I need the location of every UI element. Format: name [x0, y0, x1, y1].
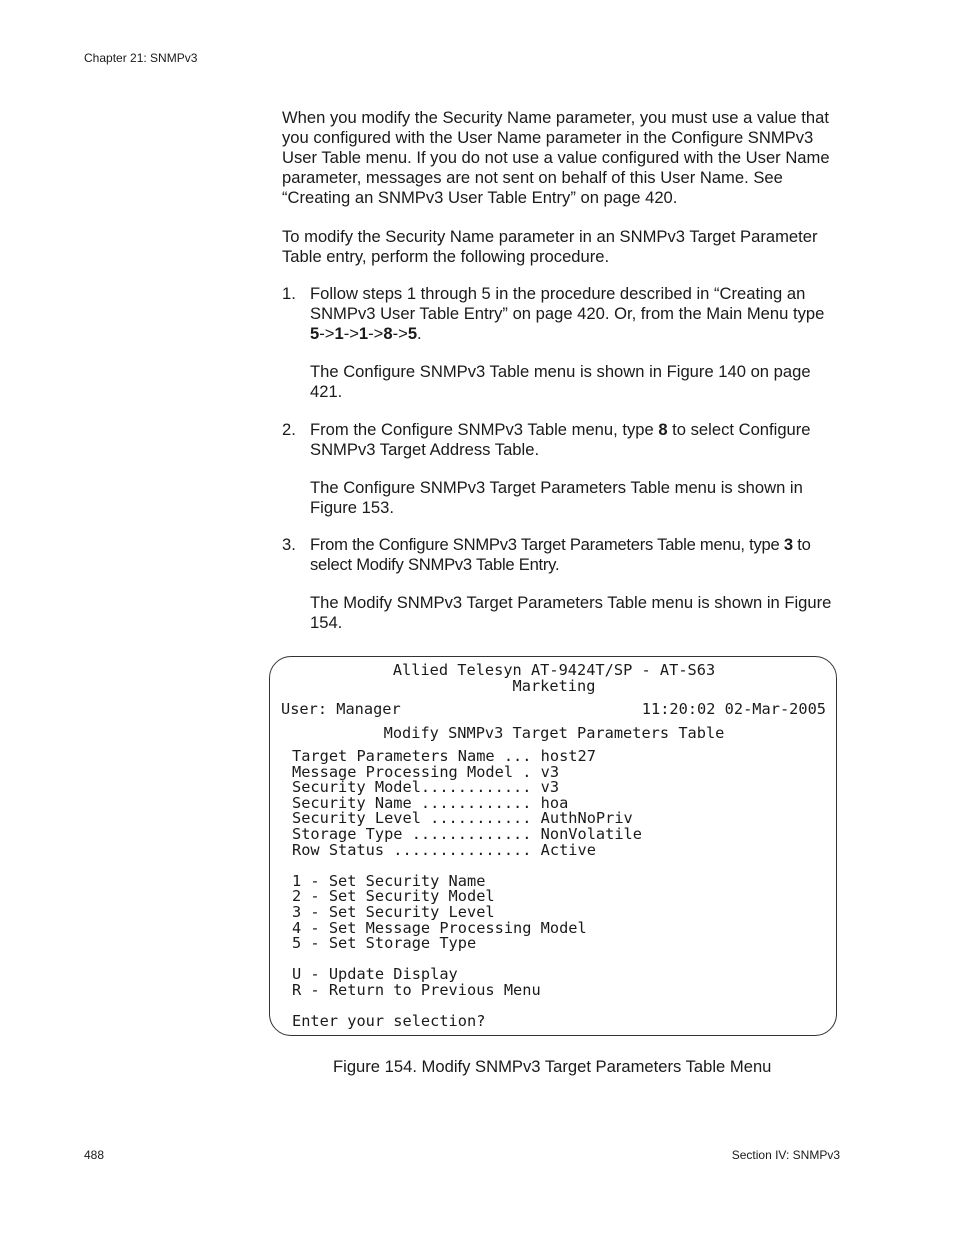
- field-row-status: Row Status ............... Active: [292, 841, 596, 859]
- step-note: The Modify SNMPv3 Target Parameters Table menu is shown in Figure 154.: [310, 593, 832, 632]
- section-name: Section IV: SNMPv3: [731, 1148, 840, 1162]
- chapter-header: Chapter 21: SNMPv3: [84, 51, 198, 65]
- step-text: From the Configure SNMPv3 Table menu, type 8 to select Configure SNMPv3 Target Address Table.: [310, 420, 811, 459]
- terminal-menu-title: Modify SNMPv3 Target Parameters Table: [383, 724, 725, 742]
- field-security-name: Security Name ............ hoa: [292, 794, 569, 812]
- option-return-previous-menu[interactable]: R - Return to Previous Menu: [292, 981, 541, 999]
- option-set-security-name[interactable]: 1 - Set Security Name: [292, 872, 486, 890]
- step-note: The Configure SNMPv3 Table menu is shown in Figure 140 on page 421.: [310, 362, 811, 401]
- field-security-level: Security Level ........... AuthNoPriv: [292, 809, 633, 827]
- intro-paragraph-1: When you modify the Security Name parameter, you must use a value that you configured with the User Name parameter in the Configure SNMPv3 User Table menu. If you do not use a value configured with the User Name parameter, messages are not sent on behalf of this User Name. See “Creating an SNMPv3 User Table Entry” on page 420.: [282, 108, 830, 207]
- selection-prompt[interactable]: Enter your selection?: [292, 1012, 486, 1030]
- page-number: 488: [84, 1148, 105, 1162]
- step-text: Follow steps 1 through 5 in the procedure described in “Creating an SNMPv3 User Table Entry” on page 420. Or, from the Main Menu type 5->1->1->8->5.: [310, 284, 825, 343]
- terminal-datetime: 11:20:02 02-Mar-2005: [641, 700, 826, 718]
- field-target-parameters-name: Target Parameters Name ... host27: [292, 747, 596, 765]
- step-number: 2.: [282, 420, 296, 439]
- terminal-user: User: Manager: [281, 700, 401, 718]
- option-set-message-processing-model[interactable]: 4 - Set Message Processing Model: [292, 919, 587, 937]
- figure-caption: Figure 154. Modify SNMPv3 Target Parameters Table Menu: [333, 1057, 772, 1076]
- option-set-security-model[interactable]: 2 - Set Security Model: [292, 887, 495, 905]
- step-number: 1.: [282, 284, 296, 303]
- step-number: 3.: [282, 535, 296, 554]
- intro-paragraph-2: To modify the Security Name parameter in an SNMPv3 Target Parameter Table entry, perform the following procedure.: [282, 227, 818, 266]
- field-message-processing-model: Message Processing Model . v3: [292, 763, 560, 781]
- step-note: The Configure SNMPv3 Target Parameters Table menu is shown in Figure 153.: [310, 478, 803, 517]
- option-update-display[interactable]: U - Update Display: [292, 965, 458, 983]
- terminal-subtitle: Marketing: [512, 677, 596, 695]
- terminal-title: Allied Telesyn AT-9424T/SP - AT-S63: [392, 661, 716, 679]
- field-security-model: Security Model............ v3: [292, 778, 560, 796]
- option-set-security-level[interactable]: 3 - Set Security Level: [292, 903, 495, 921]
- field-storage-type: Storage Type ............. NonVolatile: [292, 825, 642, 843]
- terminal-screen: [269, 656, 837, 1036]
- option-set-storage-type[interactable]: 5 - Set Storage Type: [292, 934, 477, 952]
- step-text: From the Configure SNMPv3 Target Parameters Table menu, type 3 to select Modify SNMPv3 Table Entry.: [310, 535, 811, 574]
